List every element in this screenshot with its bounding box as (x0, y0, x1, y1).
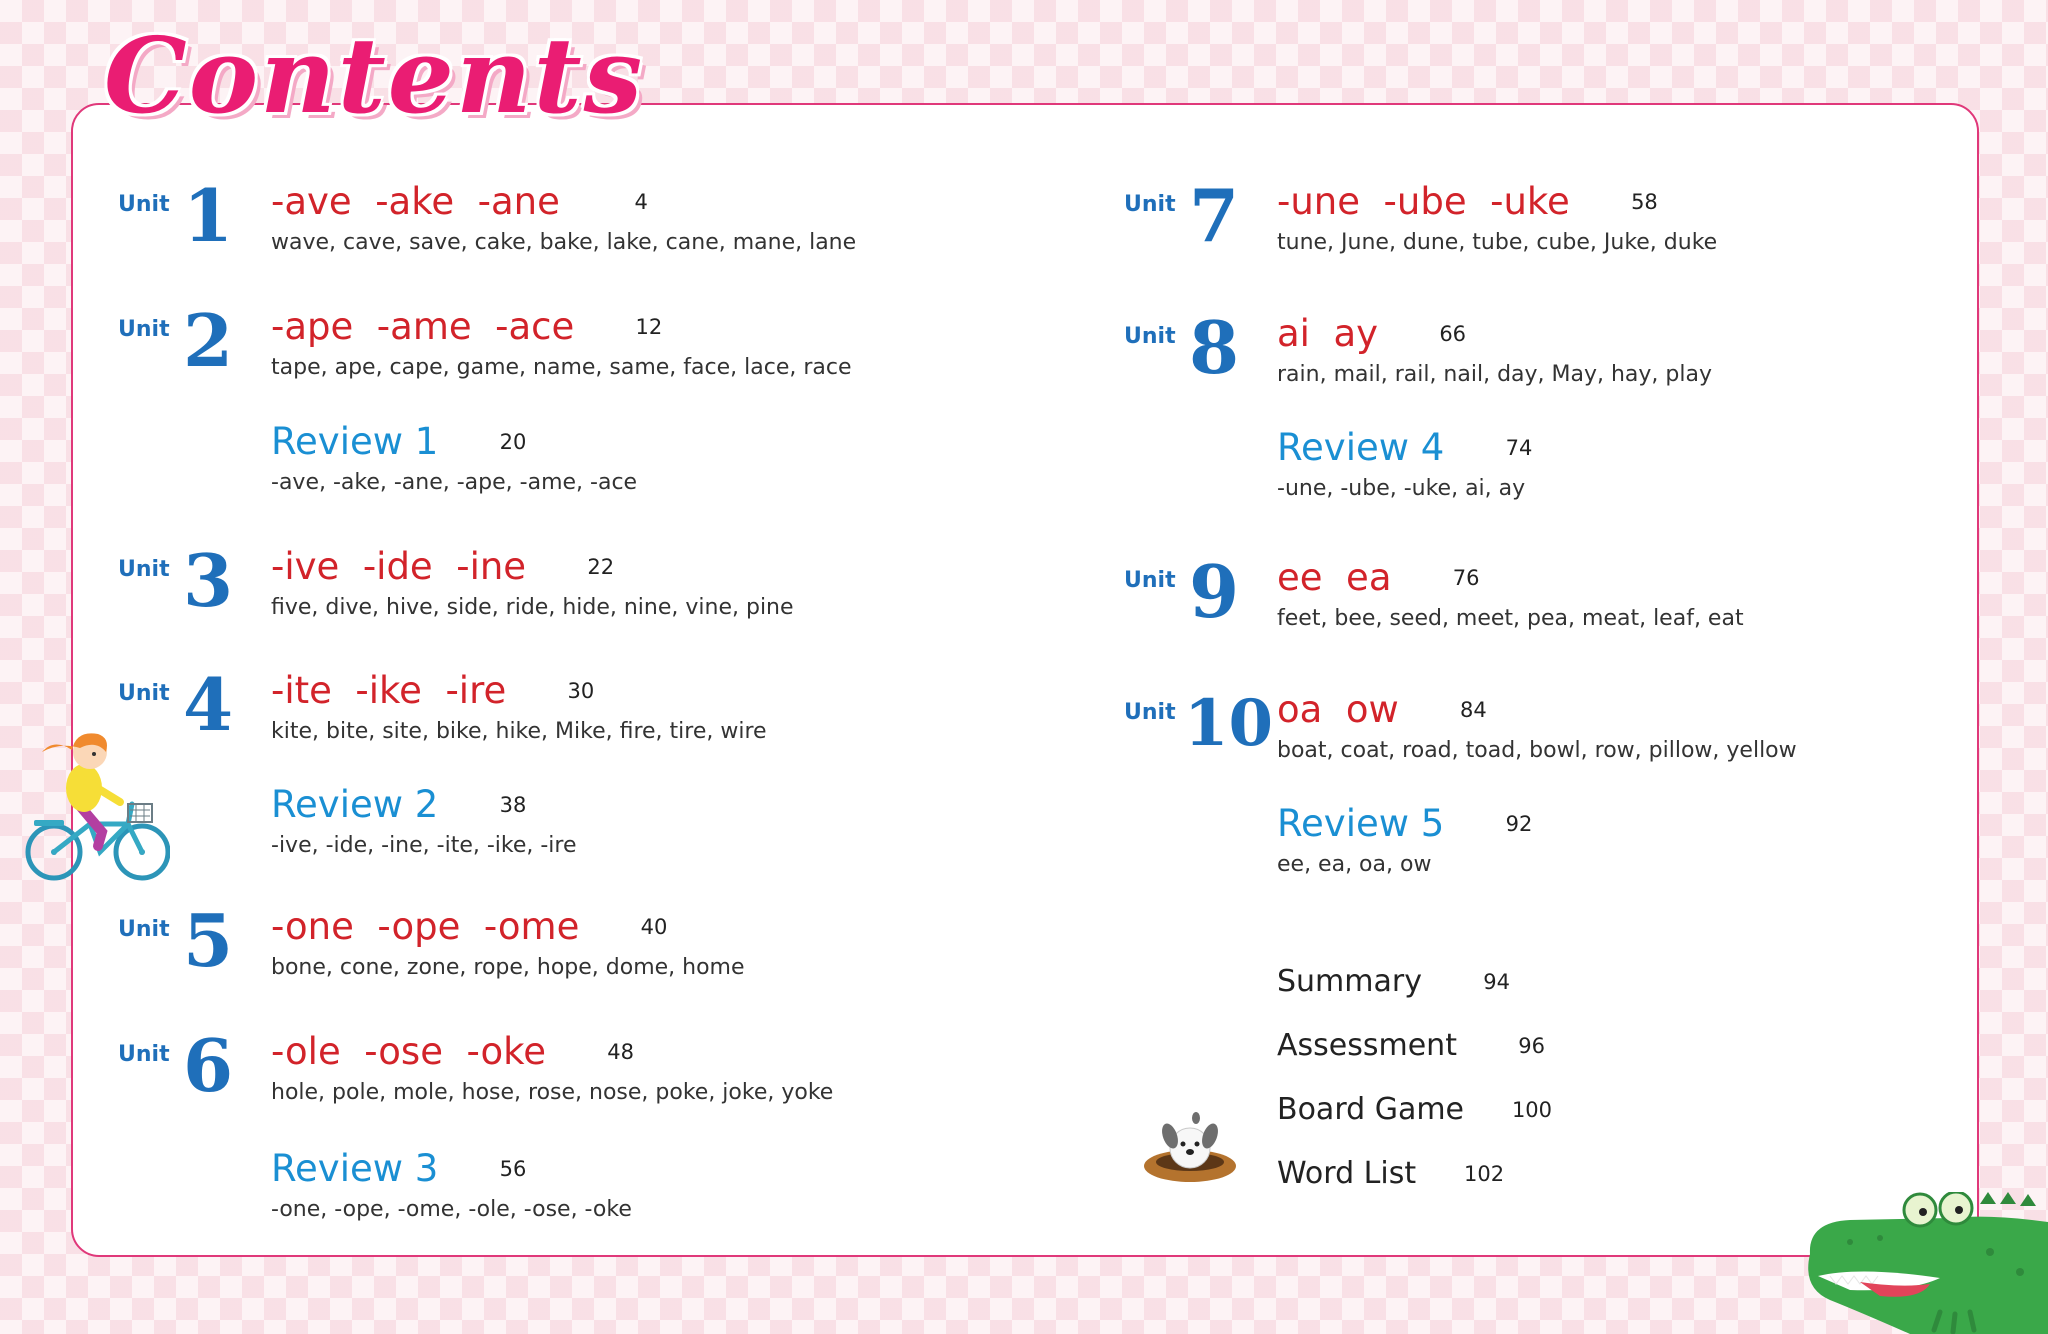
word-list: -one, -ope, -ome, -ole, -ose, -oke (271, 1197, 632, 1222)
unit-number: 6 (183, 1023, 234, 1108)
page-number: 40 (640, 915, 668, 939)
word-list: rain, mail, rail, nail, day, May, hay, play (1277, 362, 1712, 387)
page-number: 4 (634, 190, 648, 214)
toc-heading-row (1277, 556, 1480, 600)
unit-label: Unit (1124, 700, 1176, 725)
word-list: -ave, -ake, -ane, -ape, -ame, -ace (271, 470, 638, 495)
section-title: Board Game (1277, 1092, 1465, 1127)
word-list: boat, coat, road, toad, bowl, row, pillow, yellow (1277, 738, 1797, 763)
page-number: 22 (587, 555, 615, 579)
page-title: Contents (104, 14, 645, 137)
unit-title: ee ea (1277, 556, 1392, 599)
word-list: -une, -ube, -uke, ai, ay (1277, 476, 1526, 501)
toc-heading-row (271, 1030, 634, 1074)
review-title: Review 5 (1277, 802, 1445, 845)
unit-label: Unit (1124, 192, 1176, 217)
crocodile-illustration (1790, 1192, 2048, 1334)
page-number: 38 (499, 793, 527, 817)
toc-heading-row (1277, 1024, 1545, 1068)
review-title: Review 4 (1277, 426, 1445, 469)
toc-heading-row (271, 180, 648, 224)
page-number: 56 (499, 1157, 527, 1181)
page-number: 74 (1505, 436, 1533, 460)
word-list: tune, June, dune, tube, cube, Juke, duke (1277, 230, 1718, 255)
unit-title: -ive -ide -ine (271, 545, 527, 588)
page-number: 102 (1464, 1162, 1505, 1186)
unit-number: 9 (1189, 549, 1240, 634)
word-list: -ive, -ide, -ine, -ite, -ike, -ire (271, 833, 577, 858)
unit-label: Unit (1124, 568, 1176, 593)
unit-label: Unit (1124, 324, 1176, 349)
unit-number: 3 (183, 538, 234, 623)
word-list: kite, bite, site, bike, hike, Mike, fire, tire, wire (271, 719, 767, 744)
section-title: Assessment (1277, 1028, 1457, 1063)
toc-heading-row (1277, 426, 1532, 470)
toc-heading-row (271, 545, 614, 589)
word-list: ee, ea, oa, ow (1277, 852, 1432, 877)
unit-number: 8 (1189, 305, 1240, 390)
page-number: 84 (1460, 698, 1487, 722)
toc-heading-row (271, 905, 667, 949)
unit-title: ai ay (1277, 312, 1379, 355)
unit-title: -une -ube -uke (1277, 180, 1570, 223)
word-list: five, dive, hive, side, ride, hide, nine, vine, pine (271, 595, 794, 620)
unit-title: oa ow (1277, 688, 1399, 731)
page-number: 100 (1511, 1098, 1553, 1122)
unit-label: Unit (118, 192, 170, 217)
toc-heading-row (271, 1147, 526, 1191)
unit-number: 7 (1189, 173, 1240, 258)
unit-number: 10 (1184, 686, 1274, 761)
unit-title: -ole -ose -oke (271, 1030, 547, 1073)
page-number: 12 (635, 315, 663, 339)
unit-title: -ape -ame -ace (271, 305, 575, 348)
page-number: 94 (1483, 970, 1510, 994)
unit-number: 1 (183, 173, 234, 258)
unit-label: Unit (118, 917, 170, 942)
unit-title: -ite -ike -ire (271, 669, 507, 712)
unit-title: -one -ope -ome (271, 905, 580, 948)
unit-number: 4 (183, 662, 234, 747)
unit-label: Unit (118, 1042, 170, 1067)
unit-label: Unit (118, 317, 170, 342)
toc-heading-row (271, 305, 662, 349)
toc-heading-row (1277, 802, 1532, 846)
toc-heading-row (1277, 1088, 1552, 1132)
unit-number: 5 (183, 898, 234, 983)
toc-heading-row (271, 783, 526, 827)
page-number: 30 (567, 679, 595, 703)
page-number: 20 (499, 430, 527, 454)
unit-label: Unit (118, 557, 170, 582)
page-number: 96 (1518, 1034, 1545, 1058)
page-number: 66 (1439, 322, 1467, 346)
review-title: Review 1 (271, 420, 439, 463)
toc-heading-row (1277, 960, 1510, 1004)
unit-title: -ave -ake -ane (271, 180, 560, 223)
dog-in-hole-illustration (1140, 1110, 1240, 1185)
toc-heading-row (271, 420, 526, 464)
section-title: Summary (1277, 964, 1422, 999)
toc-heading-row (1277, 688, 1487, 732)
toc-heading-row (1277, 1152, 1504, 1196)
toc-heading-row (271, 669, 594, 713)
word-list: tape, ape, cape, game, name, same, face, lace, race (271, 355, 852, 380)
unit-number: 2 (183, 298, 234, 383)
word-list: wave, cave, save, cake, bake, lake, cane, mane, lane (271, 230, 857, 255)
page-number: 58 (1631, 190, 1658, 214)
toc-heading-row (1277, 312, 1466, 356)
section-title: Word List (1277, 1156, 1417, 1191)
word-list: bone, cone, zone, rope, hope, dome, home (271, 955, 745, 980)
page-number: 76 (1452, 566, 1480, 590)
review-title: Review 3 (271, 1147, 439, 1190)
word-list: feet, bee, seed, meet, pea, meat, leaf, eat (1277, 606, 1744, 631)
girl-on-bicycle-illustration (20, 728, 170, 884)
toc-heading-row (1277, 180, 1658, 224)
page-number: 48 (607, 1040, 635, 1064)
review-title: Review 2 (271, 783, 439, 826)
page-number: 92 (1505, 812, 1533, 836)
unit-label: Unit (118, 681, 170, 706)
word-list: hole, pole, mole, hose, rose, nose, poke, joke, yoke (271, 1080, 834, 1105)
